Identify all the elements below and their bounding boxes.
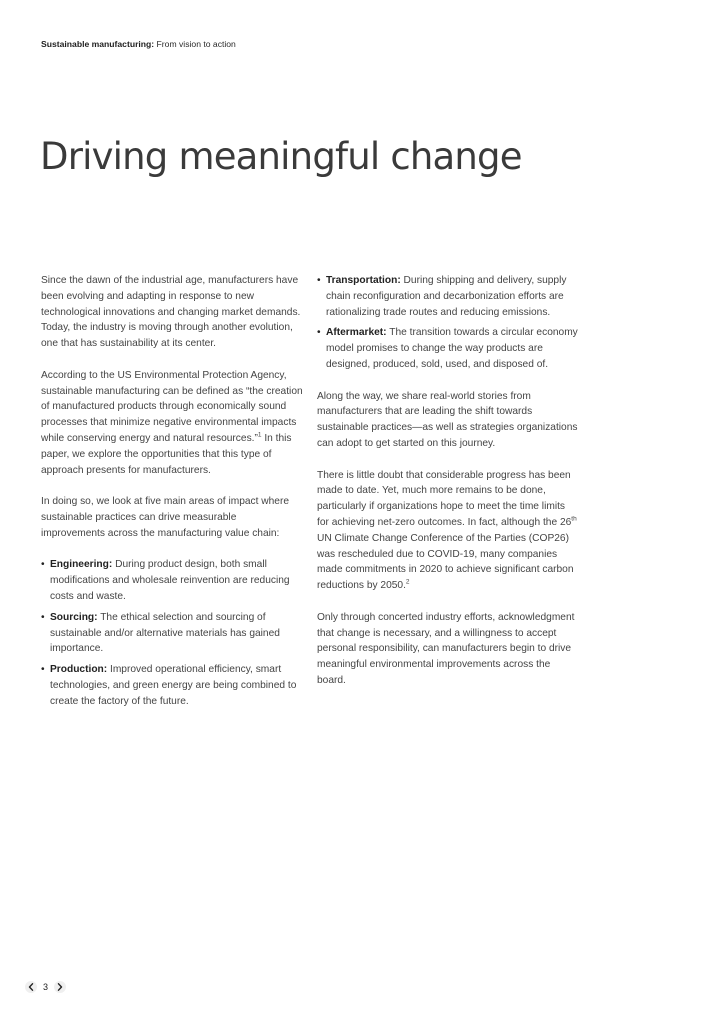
list-item-transportation <box>317 273 579 320</box>
page-navigation <box>25 980 66 994</box>
progress-paragraph <box>317 468 579 594</box>
bullet-term: Aftermarket: <box>326 327 387 339</box>
bullet-text: The ethical selection and sourcing of sustainable and/or alternative materials has gained importance. <box>50 611 280 655</box>
conclusion-paragraph: Only through concerted industry efforts, acknowledgment that change is necessary, and a willingness to accept personal responsibility, can manufacturers begin to drive meaningful environmental improvements across the board. <box>317 611 575 686</box>
bullet-icon: • <box>317 275 321 286</box>
bullet-text: The transition towards a circular economy model promises to change the way products are designed, produced, sold, used, and disposed of. <box>326 327 578 370</box>
footnote-ref-2: 2 <box>405 578 410 586</box>
impact-areas-paragraph: In doing so, we look at five main areas of impact where sustainable practices can drive measurable improvements across the manufacturing value chain: <box>41 496 290 539</box>
definition-text: According to the US Environmental Protection Agency, sustainable manufacturing can be defined as “the creation of manufactured products through economically sound processes that minimize negative environmental impacts while conserving energy and natural resources.” <box>41 369 303 444</box>
bullet-text: During product design, both small modifications and wholesale reinvention are reducing costs and waste. <box>50 559 290 602</box>
bullet-term: Production: <box>50 664 108 676</box>
chevron-left-icon <box>28 983 34 991</box>
right-column <box>317 273 579 705</box>
bullet-icon: • <box>317 327 321 339</box>
chevron-right-icon <box>57 983 63 991</box>
list-item-sourcing <box>41 610 303 657</box>
definition-text-cont: In this paper, we explore the opportunities that this type of approach presents for manufacturers. <box>41 432 292 476</box>
definition-paragraph <box>41 368 303 479</box>
progress-text: There is little doubt that considerable progress has been made to date. Yet, much more remains to be done, particularly if organizations hope to meet the time limits for achieving net-zero outcomes. In fact, although the 26 <box>317 469 572 528</box>
left-column <box>41 273 303 725</box>
page-title: Driving meaningful change <box>40 135 522 178</box>
bullet-text: Improved operational efficiency, smart technologies, and green energy are being combined to create the factory of the future. <box>50 664 297 707</box>
progress-text-cont: UN Climate Change Conference of the Parties (COP26) was rescheduled due to COVID-19, many companies made commitments in 2020 to achieve significant carbon reductions by 2050. <box>317 532 574 592</box>
impact-areas-list <box>41 557 303 709</box>
bullet-icon: • <box>41 559 45 571</box>
bullet-term: Engineering: <box>50 559 113 571</box>
bullet-term: Sourcing: <box>50 611 98 623</box>
page-number: 3 <box>43 982 49 992</box>
running-header <box>41 39 236 49</box>
stories-paragraph: Along the way, we share real-world stories from manufacturers that are leading the shift towards sustainable practices—as well as strategies organizations can adopt to get started on this journey. <box>317 390 578 449</box>
list-item-aftermarket <box>317 325 579 372</box>
header-section-title: Sustainable manufacturing: <box>41 39 155 49</box>
list-item-engineering <box>41 557 303 604</box>
intro-paragraph: Since the dawn of the industrial age, manufacturers have been evolving and adapting in response to new technological innovations and changing market demands. Today, the industry is moving through another evolution, one that has sustainability at its center. <box>41 275 301 350</box>
bullet-text: During shipping and delivery, supply chain reconfiguration and decarbonization efforts are rationalizing trade routes and reducing emissions. <box>326 275 567 318</box>
bullet-term: Transportation: <box>326 275 401 286</box>
footnote-ref-1: 1 <box>257 431 262 439</box>
ordinal-suffix: th <box>571 515 577 523</box>
previous-page-button[interactable] <box>25 981 37 993</box>
next-page-button[interactable] <box>54 981 66 993</box>
bullet-icon: • <box>41 611 45 623</box>
list-item-production <box>41 662 303 709</box>
header-subtitle: From vision to action <box>154 39 236 49</box>
impact-areas-list-continued <box>317 273 579 373</box>
bullet-icon: • <box>41 664 45 676</box>
